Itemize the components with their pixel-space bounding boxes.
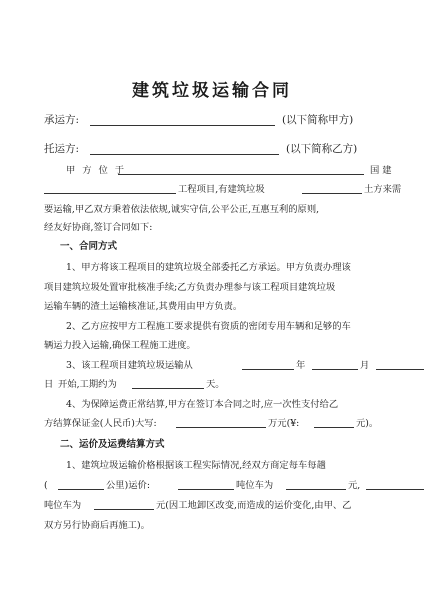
intro-text: 工程项目,有建筑垃圾 — [178, 184, 265, 195]
clause-1-3-line-2 — [44, 378, 386, 391]
clause-1-4-line-2 — [44, 417, 386, 430]
clause-text: 元(因工地卸区改变,而造成的运价变化,由甲、乙 — [156, 500, 352, 511]
section-1-heading: 一、合同方式 — [60, 241, 118, 252]
clause-1-4-line-1 — [44, 398, 386, 411]
blank-line — [118, 174, 364, 175]
clause-text: 辆运力投入运输,确保工程施工进度。 — [44, 340, 196, 351]
intro-line-4 — [44, 221, 386, 234]
clause-2-1-line-2 — [44, 479, 386, 492]
intro-text: 要运输,甲乙双方秉着依法依规,诚实守信,公平公正,互惠互利的原则, — [44, 204, 320, 215]
price-blank-2 — [94, 509, 154, 510]
day-blank — [376, 369, 424, 370]
clause-text: ( — [44, 480, 48, 491]
clause-text: 万元(¥: — [268, 418, 300, 429]
clause-text: 2、乙方应按甲方工程施工要求提供有资质的密闭专用车辆和足够的车 — [66, 321, 351, 332]
deposit-amount-blank — [314, 427, 354, 428]
clause-text: 项目建筑垃圾处置审批核准手续;乙方负责办理参与该工程项目建筑垃圾 — [44, 282, 336, 293]
clause-text: 元)。 — [356, 418, 379, 429]
deposit-words-blank — [176, 427, 266, 428]
intro-line-3 — [44, 203, 386, 216]
duration-blank — [132, 388, 204, 389]
clause-text: 元, — [348, 480, 361, 491]
intro-line-2 — [44, 183, 402, 196]
clause-1-1-line-2 — [44, 281, 386, 294]
clause-text: 双方另行协商后再施工)。 — [44, 520, 150, 531]
clause-2-1-line-1 — [44, 459, 386, 472]
intro-text: 国 建 — [370, 165, 392, 176]
clause-text: 1、甲方将该工程项目的建筑垃圾全部委托乙方承运。甲方负责办理该 — [66, 262, 351, 273]
carrier-blank — [90, 125, 275, 126]
clause-1-1-line-3 — [44, 300, 386, 313]
clause-text: 月 — [360, 360, 370, 371]
month-blank — [312, 369, 358, 370]
carrier-suffix: (以下简称甲方) — [282, 114, 354, 126]
intro-text: 甲 方 位 于 — [66, 165, 127, 176]
clause-text: 开始,工期约为 — [58, 379, 117, 390]
clause-text: 公里)运价: — [106, 480, 150, 491]
shipper-label: 托运方: — [44, 143, 80, 155]
tonnage-blank — [178, 489, 234, 490]
carrier-label: 承运方: — [44, 114, 80, 126]
clause-text: 1、建筑垃圾运输价格根据该工程实际情况,经双方商定每车每趟 — [66, 460, 326, 471]
intro-line-1 — [44, 164, 392, 177]
clause-text: 天。 — [206, 379, 225, 390]
distance-blank — [58, 489, 104, 490]
shipper-blank — [90, 154, 279, 155]
year-blank — [242, 369, 294, 370]
clause-1-1-line-1 — [44, 261, 386, 274]
clause-text: 年 — [296, 360, 306, 371]
clause-text: 吨位车为 — [44, 500, 82, 511]
clause-text: 3、该工程项目建筑垃圾运输从 — [66, 360, 193, 371]
tonnage-blank-2 — [366, 489, 424, 490]
clause-text: 运输车辆的渣土运输核准证,其费用由甲方负责。 — [44, 301, 243, 312]
price-blank — [286, 489, 346, 490]
clause-1-2-line-2 — [44, 339, 386, 352]
intro-text: 经友好协商,签订合同如下: — [44, 222, 153, 233]
document-title: 建筑垃圾运输合同 — [132, 81, 292, 101]
blank-line — [44, 193, 176, 194]
clause-1-2-line-1 — [44, 320, 386, 333]
clause-text: 4、为保障运费正常结算,甲方在签订本合同之时,应一次性支付给乙 — [66, 399, 339, 410]
clause-2-1-line-4 — [44, 519, 386, 532]
intro-text: 土方来需 — [364, 184, 402, 195]
clause-text: 吨位车为 — [236, 480, 274, 491]
clause-2-1-line-3 — [44, 499, 386, 512]
clause-1-3-line-1 — [44, 359, 386, 372]
clause-text: 日 — [44, 379, 54, 390]
shipper-suffix: (以下简称乙方) — [286, 143, 358, 155]
clause-text: 方结算保证金(人民币)大写: — [44, 418, 157, 429]
section-2-heading: 二、运价及运费结算方式 — [60, 439, 165, 450]
blank-line — [302, 193, 362, 194]
